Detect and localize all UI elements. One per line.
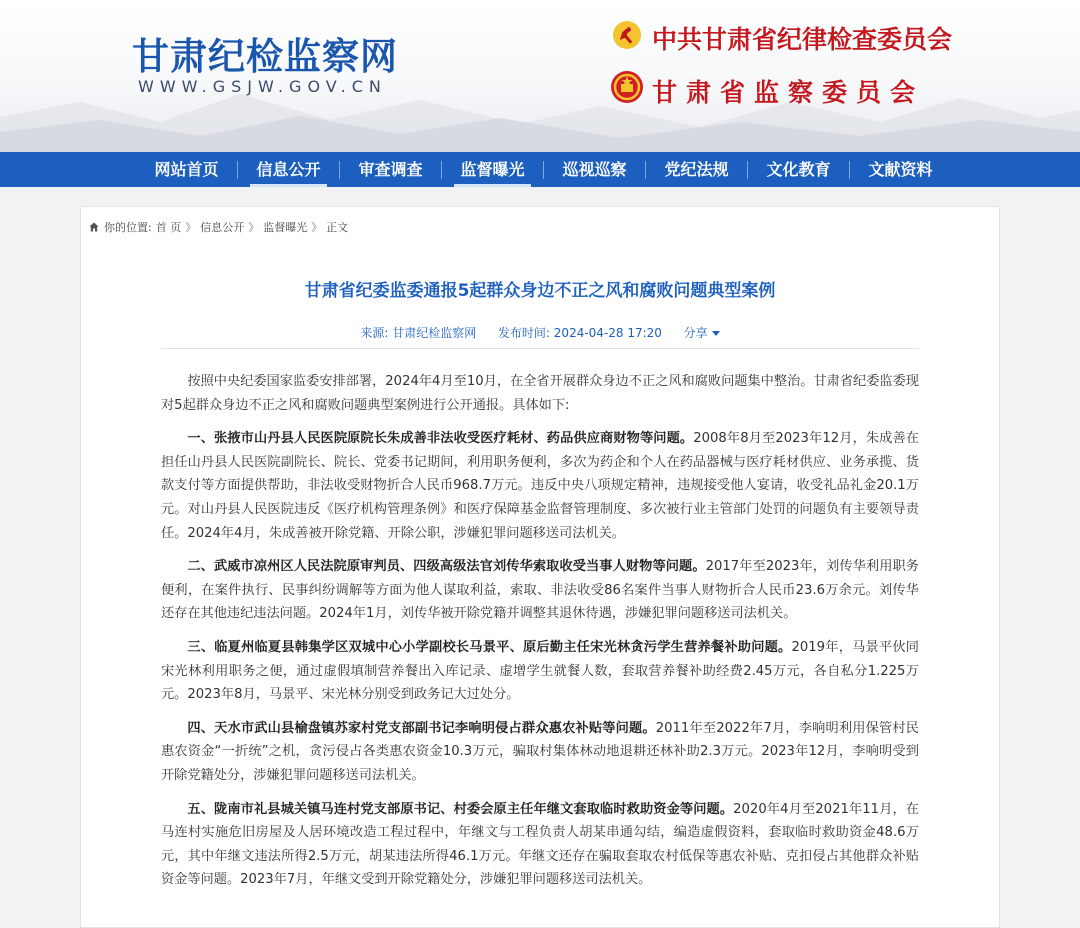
- national-emblem-icon: [610, 70, 644, 104]
- party-emblem-icon: [612, 20, 642, 50]
- case-heading: 五、陇南市礼县城关镇马连村党支部原书记、村委会原主任年继文套取临时救助资金等问题。: [187, 801, 734, 817]
- breadcrumb-prefix: 你的位置:: [104, 221, 152, 234]
- breadcrumb-separator: 》: [311, 221, 323, 234]
- case-paragraph-1: [161, 427, 919, 545]
- breadcrumb-current: 正文: [326, 221, 349, 234]
- case-heading: 二、武威市凉州区人民法院原审判员、四级高级法官刘传华索取收受当事人财物等问题。: [187, 559, 706, 575]
- meta-divider: [161, 348, 919, 349]
- case-paragraph-2: [161, 555, 919, 626]
- case-text: 2017年至2023年，刘传华利用职务便利，在案件执行、民事纠纷调解等方面为他人谋取利益，索取、非法收受86名案件当事人财物折合人民币23.6万余元。刘传华还存在其他违纪违法问题。2024年1月，刘传华被开除党籍并调整其退休待遇，涉嫌犯罪问题移送司法机关。: [161, 559, 919, 622]
- case-text: 2019年，马景平伙同宋光林利用职务之便，通过虚假填制营养餐出入库记录、虚增学生就餐人数，套取营养餐补助经费2.45万元，各自私分1.225万元。2023年8月，马景平、宋光林分别受到政务记大过处分。: [161, 639, 919, 703]
- org-discipline-committee: 中共甘肃省纪律检查委员会: [652, 25, 953, 54]
- case-text: 2008年8月至2023年12月，朱成善在担任山丹县人民医院副院长、院长、党委书记期间，利用职务便利，多次为药企和个人在药品器械与医疗耗材供应、业务承揽、货款支付等方面提供帮助，非法收受财物折合人民币968.7万元。违反中央八项规定精神，违规接受他人宴请，收受礼品礼金20.1万元。对山丹县人民医院违反《医疗机构管理条例》和医疗保障基金监督管理制度、多次被行业主管部门处罚的问题负有主要领导责任。2024年4月，朱成善被开除党籍、开除公职，涉嫌犯罪问题移送司法机关。: [161, 431, 919, 541]
- case-paragraph-5: [161, 798, 919, 892]
- breadcrumb-exposure[interactable]: 监督曝光: [263, 221, 308, 234]
- site-header: [0, 0, 1080, 152]
- publish-time: 2024-04-28 17:20: [553, 326, 662, 340]
- breadcrumb-separator: 》: [185, 221, 197, 234]
- nav-item-culture[interactable]: 文化教育: [766, 160, 831, 179]
- nav-item-inspection[interactable]: 巡视巡察: [562, 160, 627, 179]
- article-title: 甘肃省纪委监委通报5起群众身边不正之风和腐败问题典型案例: [304, 281, 776, 301]
- breadcrumb: [89, 219, 348, 235]
- case-heading: 三、临夏州临夏县韩集学区双城中心小学副校长马景平、原后勤主任宋光林贪污学生营养餐补助问题。: [187, 639, 792, 655]
- site-logo-title[interactable]: 甘肃纪检监察网: [132, 34, 398, 78]
- nav-item-documents[interactable]: 文献资料: [868, 160, 933, 179]
- case-paragraph-3: [161, 636, 919, 707]
- article-panel: [80, 206, 1000, 928]
- home-icon: [89, 222, 99, 232]
- main-nav: [0, 152, 1080, 187]
- site-url: WWW.GSJW.GOV.CN: [138, 77, 387, 96]
- chevron-down-icon: [712, 331, 720, 336]
- source-label: 来源:: [360, 326, 389, 340]
- case-text: 2020年4月至2021年11月，在马连村实施危旧房屋及人居环境改造工程过程中，年继文与工程负责人胡某串通勾结，编造虚假资料，套取临时救助资金48.6万元，其中年继文违法所得2.5万元，胡某违法所得46.1万元。年继文还存在骗取套取农村低保等惠农补贴、克扣侵占其他群众补贴资金等问题。2023年7月，年继文受到开除党籍处分，涉嫌犯罪问题移送司法机关。: [161, 801, 919, 888]
- org-supervisory-commission: 甘肃省监察委员会: [652, 78, 925, 107]
- share-label: 分享: [683, 326, 708, 340]
- case-heading: 四、天水市武山县榆盘镇苏家村党支部副书记李响明侵占群众惠农补贴等问题。: [187, 720, 656, 736]
- nav-item-regulations[interactable]: 党纪法规: [664, 160, 729, 179]
- nav-item-investigation[interactable]: 审查调查: [358, 160, 423, 179]
- source-value: 甘肃纪检监察网: [392, 326, 477, 340]
- case-paragraph-4: [161, 717, 919, 788]
- breadcrumb-home[interactable]: 首 页: [155, 221, 182, 234]
- nav-item-home[interactable]: 网站首页: [154, 160, 219, 179]
- nav-item-info-disclosure[interactable]: 信息公开: [238, 152, 339, 187]
- case-heading: 一、张掖市山丹县人民医院原院长朱成善非法收受医疗耗材、药品供应商财物等问题。: [187, 431, 694, 447]
- breadcrumb-info-disclosure[interactable]: 信息公开: [200, 221, 245, 234]
- article-body: [161, 370, 919, 902]
- nav-item-exposure[interactable]: 监督曝光: [442, 152, 543, 187]
- case-text: 2011年至2022年7月，李响明利用保管村民惠农资金“一折统”之机，贪污侵占各类惠农资金10.3万元，骗取村集体林动地退耕还林补助2.3万元。2023年12月，李响明受到开除党籍处分，涉嫌犯罪问题移送司法机关。: [161, 720, 919, 783]
- breadcrumb-separator: 》: [248, 221, 260, 234]
- share-button[interactable]: [684, 326, 720, 340]
- article-meta: [81, 324, 999, 341]
- time-label: 发布时间:: [497, 326, 550, 340]
- intro-paragraph: 按照中央纪委国家监委安排部署，2024年4月至10月，在全省开展群众身边不正之风和腐败问题集中整治。甘肃省纪委监委现对5起群众身边不正之风和腐败问题典型案例进行公开通报。具体如下:: [161, 374, 919, 413]
